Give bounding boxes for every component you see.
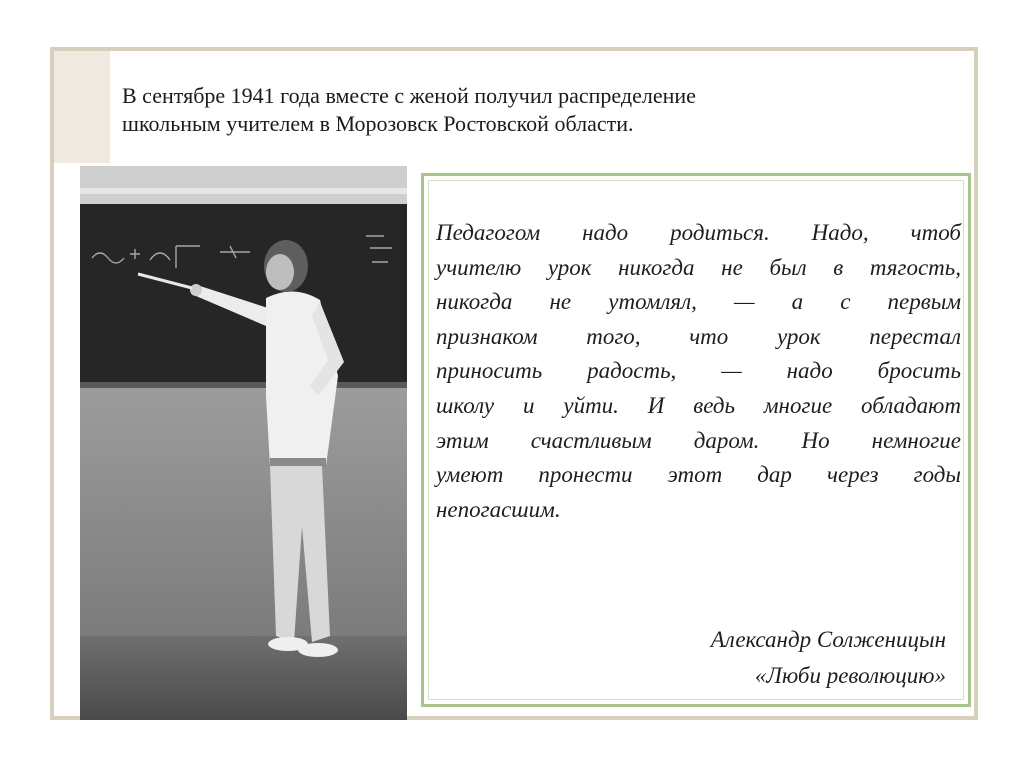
quote-line: Педагогом надо родиться. Надо, чтоб — [436, 220, 961, 245]
quote-line: школу и уйти. И ведь многие обладают — [436, 392, 961, 418]
teacher-photo — [80, 166, 407, 720]
quote-text — [436, 216, 961, 527]
quote-line: приносить радость, — надо бросить — [436, 358, 961, 384]
heading-line-1: В сентябре 1941 года вместе с женой получил распределение — [122, 83, 696, 108]
attribution-work: «Люби революцию» — [754, 663, 946, 688]
attribution-author: Александр Солженицын — [710, 627, 946, 652]
heading-line-2: школьным учителем в Морозовск Ростовской области. — [122, 111, 634, 136]
quote-box — [421, 173, 971, 707]
corner-accent-inner — [54, 51, 110, 163]
slide-heading — [122, 82, 882, 138]
quote-line: учителю урок никогда не был в тягость, — [436, 254, 961, 280]
teacher-photo-illustration — [80, 166, 407, 720]
quote-line: этим счастливым даром. Но немногие — [436, 427, 961, 453]
quote-line: непогасшим. — [436, 496, 561, 522]
quote-attribution — [711, 622, 946, 694]
quote-line: признаком того, что урок перестал — [436, 323, 961, 349]
quote-line: никогда не утомлял, — а с первым — [436, 289, 961, 315]
quote-line: умеют пронести этот дар через годы — [436, 462, 961, 488]
